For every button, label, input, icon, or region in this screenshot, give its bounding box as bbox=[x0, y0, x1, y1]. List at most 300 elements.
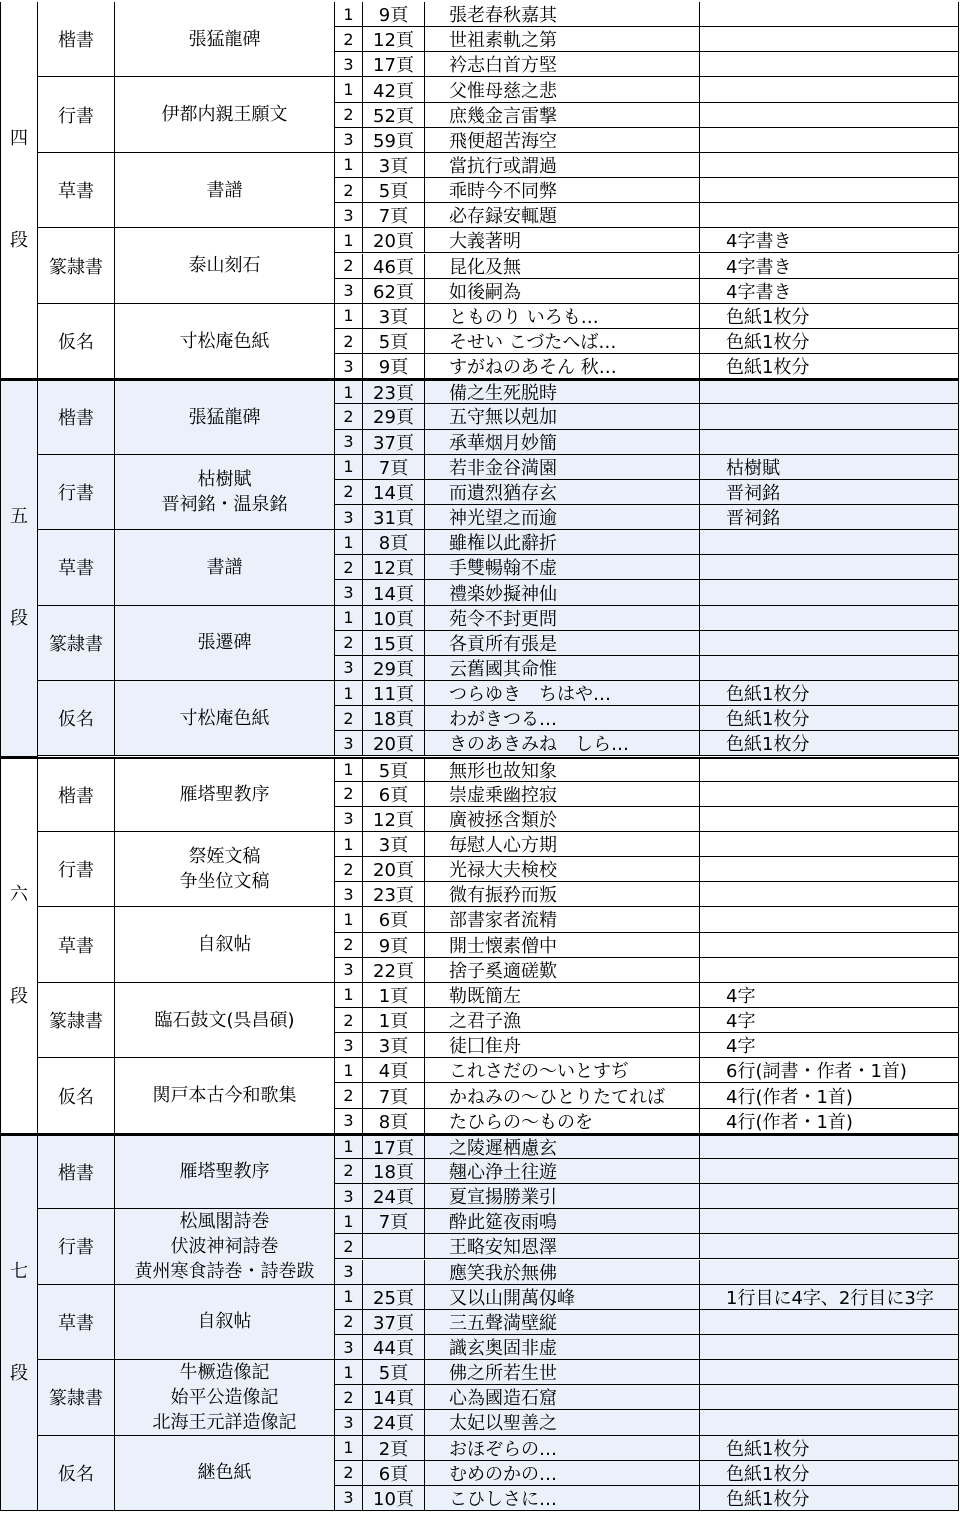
note-cell: 枯樹賦 bbox=[700, 455, 959, 480]
note-cell bbox=[700, 153, 959, 178]
page-cell: 5頁 bbox=[363, 329, 425, 354]
page-cell: 24頁 bbox=[363, 1184, 425, 1209]
page-cell: 14頁 bbox=[363, 480, 425, 505]
note-cell: 色紙1枚分 bbox=[700, 354, 959, 379]
text-cell: 勒既簡左 bbox=[425, 983, 700, 1008]
text-cell: 三五聲満壁縦 bbox=[425, 1310, 700, 1335]
style-cell: 仮名 bbox=[38, 304, 115, 379]
text-cell: 父惟母慈之悲 bbox=[425, 77, 700, 102]
note-cell: 1行目に4字、2行目に3字 bbox=[700, 1285, 959, 1310]
work-cell bbox=[115, 983, 335, 1058]
row-number: 2 bbox=[335, 404, 363, 429]
work-title: 雁塔聖教序 bbox=[179, 784, 270, 806]
work-cell bbox=[115, 832, 335, 907]
page-cell: 25頁 bbox=[363, 1285, 425, 1310]
page-cell: 42頁 bbox=[363, 77, 425, 102]
page-cell: 31頁 bbox=[363, 505, 425, 530]
work-title: 牛橛造像記 bbox=[179, 1361, 270, 1383]
note-cell bbox=[700, 1234, 959, 1259]
page-cell: 5頁 bbox=[363, 1360, 425, 1385]
text-cell: 酔此筵夜雨鳴 bbox=[425, 1209, 700, 1234]
note-cell: 晋祠銘 bbox=[700, 480, 959, 505]
note-cell bbox=[700, 1385, 959, 1410]
text-cell: 衿志白首方堅 bbox=[425, 52, 700, 77]
text-cell: 識玄奥固非虚 bbox=[425, 1335, 700, 1360]
text-cell: 當抗行或謂過 bbox=[425, 153, 700, 178]
row-number: 1 bbox=[335, 455, 363, 480]
page-cell: 6頁 bbox=[363, 1461, 425, 1486]
work-title: 北海王元詳造像記 bbox=[152, 1411, 297, 1433]
note-cell bbox=[700, 379, 959, 404]
page-cell: 29頁 bbox=[363, 656, 425, 681]
text-cell: そせい こづたへば… bbox=[425, 329, 700, 354]
page-cell: 7頁 bbox=[363, 1209, 425, 1234]
row-number: 1 bbox=[335, 1285, 363, 1310]
style-cell: 楷書 bbox=[38, 379, 115, 454]
note-cell bbox=[700, 1260, 959, 1285]
page-cell: 23頁 bbox=[363, 882, 425, 907]
page-cell: 23頁 bbox=[363, 379, 425, 404]
text-cell: とものり いろも… bbox=[425, 304, 700, 329]
row-number: 1 bbox=[335, 1436, 363, 1461]
text-cell: 乖時今不同弊 bbox=[425, 178, 700, 203]
row-number: 2 bbox=[335, 329, 363, 354]
row-number: 3 bbox=[335, 1335, 363, 1360]
work-title: 枯樹賦 bbox=[197, 468, 252, 490]
note-cell bbox=[700, 907, 959, 932]
text-cell: 佛之所若生世 bbox=[425, 1360, 700, 1385]
row-number: 3 bbox=[335, 128, 363, 153]
page-cell: 37頁 bbox=[363, 1310, 425, 1335]
row-number: 1 bbox=[335, 2, 363, 27]
row-number: 3 bbox=[335, 807, 363, 832]
row-number: 3 bbox=[335, 1486, 363, 1511]
row-number: 2 bbox=[335, 1083, 363, 1108]
row-number: 2 bbox=[335, 706, 363, 731]
style-cell: 行書 bbox=[38, 77, 115, 152]
row-number: 1 bbox=[335, 1058, 363, 1083]
row-number: 3 bbox=[335, 354, 363, 379]
text-cell: 心為國造石窟 bbox=[425, 1385, 700, 1410]
work-title: 寸松庵色紙 bbox=[179, 330, 270, 352]
page-cell: 14頁 bbox=[363, 580, 425, 605]
note-cell bbox=[700, 1310, 959, 1335]
note-cell bbox=[700, 933, 959, 958]
text-cell: 又以山開萬仭峰 bbox=[425, 1285, 700, 1310]
row-number: 1 bbox=[335, 153, 363, 178]
page-cell: 14頁 bbox=[363, 1385, 425, 1410]
text-cell: 應笑我於無佛 bbox=[425, 1260, 700, 1285]
text-cell: きのあきみね しら… bbox=[425, 731, 700, 756]
row-number: 2 bbox=[335, 631, 363, 656]
text-cell: 捨子奚適磋歎 bbox=[425, 958, 700, 983]
note-cell: 4行(作者・1首) bbox=[700, 1109, 959, 1134]
note-cell bbox=[700, 1134, 959, 1159]
page-cell: 10頁 bbox=[363, 1486, 425, 1511]
page-cell: 6頁 bbox=[363, 907, 425, 932]
row-number: 1 bbox=[335, 832, 363, 857]
style-cell: 仮名 bbox=[38, 1058, 115, 1133]
text-cell: 夏宣揚勝業引 bbox=[425, 1184, 700, 1209]
section-label-char: 六 bbox=[10, 883, 28, 905]
page-cell: 17頁 bbox=[363, 1134, 425, 1159]
note-cell bbox=[700, 882, 959, 907]
work-title: 黄州寒食詩巻・詩巻跋 bbox=[134, 1260, 315, 1282]
work-cell bbox=[115, 304, 335, 379]
text-cell: 苑令不封更問 bbox=[425, 606, 700, 631]
work-title: 松風閣詩巻 bbox=[179, 1210, 270, 1232]
note-cell bbox=[700, 128, 959, 153]
page-cell: 5頁 bbox=[363, 757, 425, 782]
text-cell: 必存録安輒題 bbox=[425, 203, 700, 228]
text-cell: つらゆき ちはや… bbox=[425, 681, 700, 706]
page-cell: 9頁 bbox=[363, 354, 425, 379]
work-cell bbox=[115, 1285, 335, 1360]
row-number: 3 bbox=[335, 580, 363, 605]
note-cell bbox=[700, 430, 959, 455]
page-cell: 59頁 bbox=[363, 128, 425, 153]
row-number: 3 bbox=[335, 958, 363, 983]
text-cell: すがねのあそん 秋… bbox=[425, 354, 700, 379]
note-cell bbox=[700, 203, 959, 228]
note-cell: 晋祠銘 bbox=[700, 505, 959, 530]
text-cell: 昆化及無 bbox=[425, 254, 700, 279]
page-cell: 10頁 bbox=[363, 606, 425, 631]
text-cell: 廣被拯含類於 bbox=[425, 807, 700, 832]
page-cell bbox=[363, 1260, 425, 1285]
text-cell: 禮楽妙擬神仙 bbox=[425, 580, 700, 605]
text-cell: 手雙暢翰不虚 bbox=[425, 555, 700, 580]
note-cell bbox=[700, 656, 959, 681]
note-cell bbox=[700, 555, 959, 580]
style-cell: 篆隷書 bbox=[38, 606, 115, 681]
text-cell: 庶幾金言雷撃 bbox=[425, 103, 700, 128]
text-cell: 王略安知恩澤 bbox=[425, 1234, 700, 1259]
page-cell: 3頁 bbox=[363, 304, 425, 329]
work-cell bbox=[115, 907, 335, 982]
text-cell: これさだの～いとすぢ bbox=[425, 1058, 700, 1083]
row-number: 1 bbox=[335, 757, 363, 782]
row-number: 3 bbox=[335, 279, 363, 304]
note-cell bbox=[700, 1209, 959, 1234]
section-label bbox=[0, 757, 38, 1134]
work-cell bbox=[115, 1134, 335, 1209]
text-cell: 如後嗣為 bbox=[425, 279, 700, 304]
work-title: 臨石鼓文(呉昌碩) bbox=[154, 1009, 295, 1031]
text-cell: 五守無以剋加 bbox=[425, 404, 700, 429]
row-number: 2 bbox=[335, 782, 363, 807]
page-cell: 7頁 bbox=[363, 203, 425, 228]
text-cell: たひらの～ものを bbox=[425, 1109, 700, 1134]
note-cell bbox=[700, 1360, 959, 1385]
style-cell: 篆隷書 bbox=[38, 228, 115, 303]
note-cell: 4字 bbox=[700, 983, 959, 1008]
row-number: 3 bbox=[335, 203, 363, 228]
page-cell: 15頁 bbox=[363, 631, 425, 656]
text-cell: 崇虚乗幽控寂 bbox=[425, 782, 700, 807]
note-cell bbox=[700, 178, 959, 203]
work-cell bbox=[115, 1360, 335, 1435]
row-number: 2 bbox=[335, 857, 363, 882]
note-cell: 色紙1枚分 bbox=[700, 329, 959, 354]
work-title: 伊都内親王願文 bbox=[161, 104, 288, 126]
row-number: 2 bbox=[335, 103, 363, 128]
note-cell bbox=[700, 1184, 959, 1209]
row-number: 2 bbox=[335, 1385, 363, 1410]
row-number: 2 bbox=[335, 1461, 363, 1486]
row-number: 2 bbox=[335, 1310, 363, 1335]
note-cell bbox=[700, 1159, 959, 1184]
row-number: 3 bbox=[335, 505, 363, 530]
page-cell: 9頁 bbox=[363, 933, 425, 958]
text-cell: 之陵遲栖慮玄 bbox=[425, 1134, 700, 1159]
page-cell: 20頁 bbox=[363, 731, 425, 756]
note-cell bbox=[700, 606, 959, 631]
row-number: 3 bbox=[335, 731, 363, 756]
text-cell: 光禄大夫検校 bbox=[425, 857, 700, 882]
note-cell: 色紙1枚分 bbox=[700, 731, 959, 756]
work-cell bbox=[115, 2, 335, 77]
page-cell: 18頁 bbox=[363, 706, 425, 731]
section-label bbox=[0, 1134, 38, 1511]
row-number: 3 bbox=[335, 52, 363, 77]
style-cell: 行書 bbox=[38, 832, 115, 907]
section-label-char: 段 bbox=[10, 608, 28, 630]
row-number: 2 bbox=[335, 480, 363, 505]
note-cell bbox=[700, 580, 959, 605]
row-number: 1 bbox=[335, 907, 363, 932]
work-cell bbox=[115, 1058, 335, 1133]
row-number: 2 bbox=[335, 254, 363, 279]
work-title: 書譜 bbox=[206, 179, 243, 201]
note-cell bbox=[700, 77, 959, 102]
note-cell: 4字 bbox=[700, 1008, 959, 1033]
note-cell: 色紙1枚分 bbox=[700, 304, 959, 329]
work-title: 張遷碑 bbox=[197, 632, 252, 654]
page-cell: 24頁 bbox=[363, 1410, 425, 1435]
page-cell: 44頁 bbox=[363, 1335, 425, 1360]
page-cell: 20頁 bbox=[363, 857, 425, 882]
page-cell: 18頁 bbox=[363, 1159, 425, 1184]
note-cell bbox=[700, 757, 959, 782]
section-label-char: 段 bbox=[10, 230, 28, 252]
page-cell: 2頁 bbox=[363, 1436, 425, 1461]
row-number: 1 bbox=[335, 530, 363, 555]
row-number: 3 bbox=[335, 1109, 363, 1134]
page-cell: 52頁 bbox=[363, 103, 425, 128]
work-cell bbox=[115, 606, 335, 681]
section-label-char: 七 bbox=[10, 1260, 28, 1282]
note-cell bbox=[700, 404, 959, 429]
text-cell: 微有振矜而叛 bbox=[425, 882, 700, 907]
style-cell: 草書 bbox=[38, 153, 115, 228]
section-label-char: 五 bbox=[10, 506, 28, 528]
row-number: 1 bbox=[335, 606, 363, 631]
section-label-char: 段 bbox=[10, 985, 28, 1007]
note-cell: 4字 bbox=[700, 1033, 959, 1058]
row-number: 1 bbox=[335, 1209, 363, 1234]
note-cell bbox=[700, 530, 959, 555]
style-cell: 行書 bbox=[38, 455, 115, 530]
style-cell: 篆隷書 bbox=[38, 983, 115, 1058]
work-title: 関戸本古今和歌集 bbox=[152, 1085, 297, 1107]
work-cell bbox=[115, 228, 335, 303]
work-cell bbox=[115, 1209, 335, 1284]
page-cell: 46頁 bbox=[363, 254, 425, 279]
page-cell: 9頁 bbox=[363, 2, 425, 27]
work-title: 張猛龍碑 bbox=[188, 406, 261, 428]
style-cell: 篆隷書 bbox=[38, 1360, 115, 1435]
row-number: 1 bbox=[335, 77, 363, 102]
style-cell: 草書 bbox=[38, 907, 115, 982]
text-cell: 各貢所有張是 bbox=[425, 631, 700, 656]
text-cell: 世祖素軌之第 bbox=[425, 27, 700, 52]
note-cell: 6行(詞書・作者・1首) bbox=[700, 1058, 959, 1083]
work-title: 祭姪文稿 bbox=[188, 846, 261, 868]
text-cell: 承華烟月妙簡 bbox=[425, 430, 700, 455]
note-cell bbox=[700, 782, 959, 807]
work-title: 始平公造像記 bbox=[170, 1386, 279, 1408]
work-cell bbox=[115, 681, 335, 756]
note-cell bbox=[700, 2, 959, 27]
text-cell: 翹心浄土往遊 bbox=[425, 1159, 700, 1184]
row-number: 3 bbox=[335, 1184, 363, 1209]
row-number: 2 bbox=[335, 933, 363, 958]
page-cell: 17頁 bbox=[363, 52, 425, 77]
row-number: 3 bbox=[335, 1260, 363, 1285]
text-cell: 飛便超苦海空 bbox=[425, 128, 700, 153]
work-cell bbox=[115, 153, 335, 228]
page-cell: 12頁 bbox=[363, 807, 425, 832]
work-cell bbox=[115, 379, 335, 454]
note-cell bbox=[700, 1410, 959, 1435]
note-cell: 色紙1枚分 bbox=[700, 1486, 959, 1511]
row-number: 3 bbox=[335, 882, 363, 907]
note-cell bbox=[700, 52, 959, 77]
page-cell: 11頁 bbox=[363, 681, 425, 706]
style-cell: 楷書 bbox=[38, 757, 115, 832]
section-label bbox=[0, 379, 38, 756]
note-cell: 4字書き bbox=[700, 228, 959, 253]
work-title: 書譜 bbox=[206, 556, 243, 578]
text-cell: 大義著明 bbox=[425, 228, 700, 253]
text-cell: 無形也故知象 bbox=[425, 757, 700, 782]
page-cell: 3頁 bbox=[363, 153, 425, 178]
note-cell: 4字書き bbox=[700, 279, 959, 304]
row-number: 3 bbox=[335, 1033, 363, 1058]
note-cell bbox=[700, 27, 959, 52]
note-cell bbox=[700, 631, 959, 656]
row-number: 3 bbox=[335, 656, 363, 681]
row-number: 2 bbox=[335, 1234, 363, 1259]
section-label bbox=[0, 2, 38, 379]
row-number: 3 bbox=[335, 1410, 363, 1435]
work-title: 伏波神祠詩巻 bbox=[170, 1235, 279, 1257]
text-cell: 開士懐素僧中 bbox=[425, 933, 700, 958]
work-title: 張猛龍碑 bbox=[188, 28, 261, 50]
section-label-char: 四 bbox=[10, 128, 28, 150]
text-cell: 神光望之而逾 bbox=[425, 505, 700, 530]
row-number: 2 bbox=[335, 178, 363, 203]
page-cell: 3頁 bbox=[363, 1033, 425, 1058]
section-label-char: 段 bbox=[10, 1362, 28, 1384]
text-cell: おほぞらの… bbox=[425, 1436, 700, 1461]
row-number: 2 bbox=[335, 555, 363, 580]
note-cell bbox=[700, 958, 959, 983]
page-cell bbox=[363, 1234, 425, 1259]
text-cell: 部書家者流精 bbox=[425, 907, 700, 932]
text-cell: 太妃以聖善之 bbox=[425, 1410, 700, 1435]
row-number: 2 bbox=[335, 1159, 363, 1184]
text-cell: 徒囗隹舟 bbox=[425, 1033, 700, 1058]
text-cell: 雖権以此辭折 bbox=[425, 530, 700, 555]
page-cell: 20頁 bbox=[363, 228, 425, 253]
row-number: 1 bbox=[335, 983, 363, 1008]
row-number: 1 bbox=[335, 379, 363, 404]
work-title: 泰山刻石 bbox=[188, 255, 261, 277]
note-cell: 色紙1枚分 bbox=[700, 681, 959, 706]
style-cell: 草書 bbox=[38, 1285, 115, 1360]
page-cell: 3頁 bbox=[363, 832, 425, 857]
page-cell: 4頁 bbox=[363, 1058, 425, 1083]
work-cell bbox=[115, 1436, 335, 1511]
note-cell: 色紙1枚分 bbox=[700, 706, 959, 731]
text-cell: 備之生死脱時 bbox=[425, 379, 700, 404]
text-cell: かねみの～ひとりたてれば bbox=[425, 1083, 700, 1108]
text-cell: 云舊國其命惟 bbox=[425, 656, 700, 681]
text-cell: 毎慰人心方期 bbox=[425, 832, 700, 857]
text-cell: わがきつる… bbox=[425, 706, 700, 731]
row-number: 2 bbox=[335, 27, 363, 52]
style-cell: 仮名 bbox=[38, 681, 115, 756]
row-number: 1 bbox=[335, 681, 363, 706]
note-cell: 4字書き bbox=[700, 254, 959, 279]
note-cell bbox=[700, 857, 959, 882]
page-cell: 12頁 bbox=[363, 555, 425, 580]
page-cell: 7頁 bbox=[363, 1083, 425, 1108]
row-number: 1 bbox=[335, 228, 363, 253]
note-cell: 色紙1枚分 bbox=[700, 1461, 959, 1486]
page-cell: 29頁 bbox=[363, 404, 425, 429]
page-cell: 7頁 bbox=[363, 455, 425, 480]
work-cell bbox=[115, 77, 335, 152]
page-cell: 12頁 bbox=[363, 27, 425, 52]
row-number: 2 bbox=[335, 1008, 363, 1033]
work-cell bbox=[115, 530, 335, 605]
text-cell: 而遺烈猶存玄 bbox=[425, 480, 700, 505]
page-cell: 5頁 bbox=[363, 178, 425, 203]
work-cell bbox=[115, 757, 335, 832]
page-cell: 62頁 bbox=[363, 279, 425, 304]
style-cell: 仮名 bbox=[38, 1436, 115, 1511]
text-cell: むめのかの… bbox=[425, 1461, 700, 1486]
page-cell: 8頁 bbox=[363, 1109, 425, 1134]
work-title: 雁塔聖教序 bbox=[179, 1161, 270, 1183]
work-title: 継色紙 bbox=[197, 1462, 252, 1484]
style-cell: 楷書 bbox=[38, 1134, 115, 1209]
row-number: 1 bbox=[335, 1134, 363, 1159]
note-cell bbox=[700, 103, 959, 128]
note-cell bbox=[700, 807, 959, 832]
note-cell bbox=[700, 832, 959, 857]
work-title: 自叙帖 bbox=[197, 1311, 252, 1333]
page-cell: 22頁 bbox=[363, 958, 425, 983]
style-cell: 行書 bbox=[38, 1209, 115, 1284]
note-cell: 色紙1枚分 bbox=[700, 1436, 959, 1461]
page-cell: 37頁 bbox=[363, 430, 425, 455]
work-title: 争坐位文稿 bbox=[179, 871, 270, 893]
style-cell: 楷書 bbox=[38, 2, 115, 77]
